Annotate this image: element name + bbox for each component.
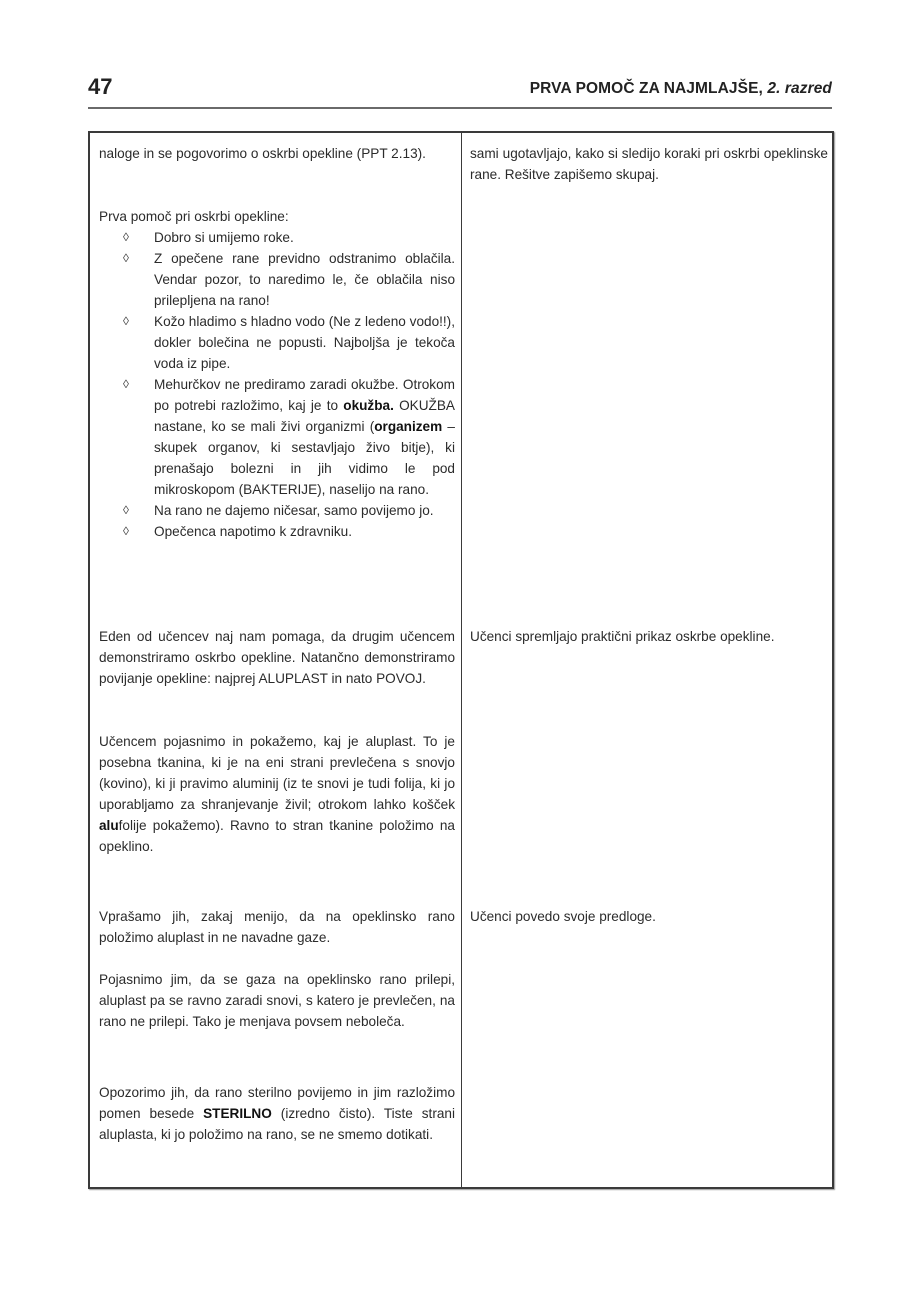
student-activity-2: Učenci spremljajo praktični prikaz oskrbe opekline. — [470, 629, 775, 644]
list-item — [123, 500, 455, 521]
header-rule — [88, 107, 832, 109]
step-text: Na rano ne dajemo ničesar, samo povijemo jo. — [154, 503, 434, 518]
step-text: Dobro si umijemo roke. — [154, 230, 294, 245]
diamond-bullet-icon: ◊ — [123, 377, 129, 391]
step-text: Mehurčkov ne prediramo zaradi okužbe. Otrokom po potrebi razložimo, kaj je to okužba. OKUŽBA nastane, ko se mali živi organizmi (organizem – skupek organov, ki sestavljajo živo bitje), ki prenašajo bolezni in jih vidimo le pod mikroskopom (BAKTERIJE), naselijo na rano. — [154, 377, 455, 497]
list-item — [123, 227, 455, 248]
diamond-bullet-icon: ◊ — [123, 251, 129, 265]
list-item — [123, 521, 455, 542]
list-intro: Prva pomoč pri oskrbi opekline: — [99, 209, 289, 224]
paragraph-demonstration: Eden od učencev naj nam pomaga, da drugim učencem demonstriramo oskrbo opekline. Natančno demonstriramo povijanje opekline: najprej ALUPLAST in nato POVOJ. — [99, 629, 455, 686]
page-number: 47 — [88, 74, 113, 99]
running-title — [530, 80, 832, 98]
paragraph-question: Vprašamo jih, zakaj menijo, da na opeklinsko rano položimo aluplast in ne navadne gaze. — [99, 909, 455, 945]
student-activity-1: sami ugotavljajo, kako si sledijo koraki pri oskrbi opeklinske rane. Rešitve zapišemo skupaj. — [470, 146, 828, 182]
running-title-grade: 2. razred — [767, 80, 832, 97]
teacher-column — [90, 133, 462, 1187]
student-column — [462, 133, 832, 1187]
step-text: Z opečene rane previdno odstranimo oblačila. Vendar pozor, to naredimo le, če oblačila niso prilepljena na rano! — [154, 251, 455, 308]
paragraph-explanation: Pojasnimo jim, da se gaza na opeklinsko rano prilepi, aluplast pa se ravno zaradi snovi, s katero je prevlečen, na rano ne prilepi. Tako je menjava povsem neboleča. — [99, 972, 455, 1029]
list-item — [123, 311, 455, 374]
step-text: Opečenca napotimo k zdravniku. — [154, 524, 352, 539]
steps-list — [99, 227, 455, 542]
list-item — [123, 248, 455, 311]
paragraph-intro: naloge in se pogovorimo o oskrbi opekline (PPT 2.13). — [99, 146, 426, 161]
list-item — [123, 374, 455, 500]
diamond-bullet-icon: ◊ — [123, 230, 129, 244]
diamond-bullet-icon: ◊ — [123, 524, 129, 538]
diamond-bullet-icon: ◊ — [123, 503, 129, 517]
paragraph-aluplast: Učencem pojasnimo in pokažemo, kaj je aluplast. To je posebna tkanina, ki je na eni strani prevlečena s snovjo (kovino), ki ji pravimo aluminij (iz te snovi je tudi folija, ki jo uporabljamo za shranjevanje živil; otrokom lahko košček alufolije pokažemo). Ravno to stran tkanine položimo na opeklino. — [99, 734, 455, 854]
student-activity-3: Učenci povedo svoje predloge. — [470, 909, 656, 924]
diamond-bullet-icon: ◊ — [123, 314, 129, 328]
running-title-main: PRVA POMOČ ZA NAJMLAJŠE, — [529, 80, 763, 97]
lesson-table — [88, 131, 834, 1189]
paragraph-sterile: Opozorimo jih, da rano sterilno povijemo in jim razložimo pomen besede STERILNO (izredno čisto). Tiste strani aluplasta, ki jo položimo na rano, se ne smemo dotikati. — [99, 1085, 455, 1142]
first-aid-list — [99, 206, 455, 542]
step-text: Kožo hladimo s hladno vodo (Ne z ledeno vodo!!), dokler bolečina ne popusti. Najboljša je tekoča voda iz pipe. — [154, 314, 455, 371]
